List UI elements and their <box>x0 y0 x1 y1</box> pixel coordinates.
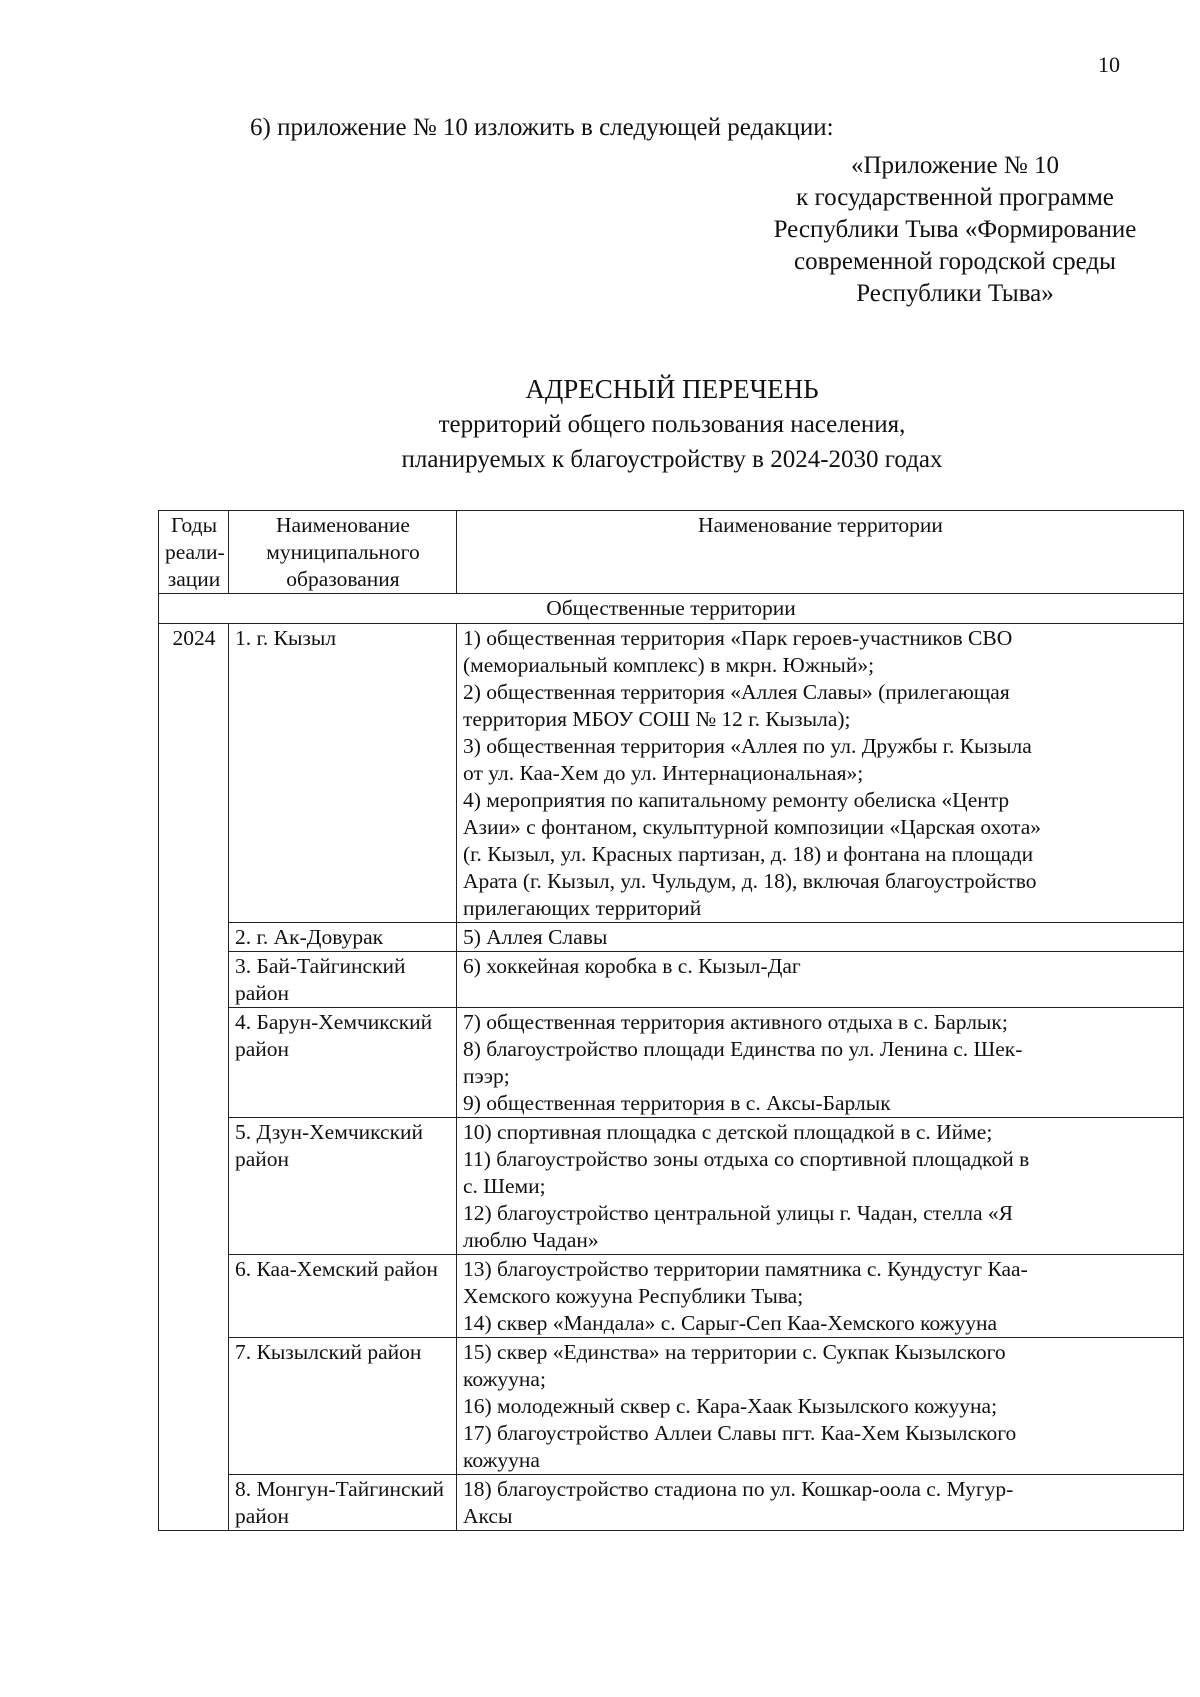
table-row <box>159 952 1184 1008</box>
territory-line: 18) благоустройство стадиона по ул. Кошкар-оола с. Мугур- <box>463 1477 1014 1501</box>
municipality-cell <box>229 1118 457 1255</box>
header-municipality-line: муниципального <box>266 540 420 564</box>
territory-line: 17) благоустройство Аллеи Славы пгт. Каа-Хем Кызылского <box>463 1421 1017 1445</box>
territory-line: кожууна <box>463 1448 540 1472</box>
territory-line: 6) хоккейная коробка в с. Кызыл-Даг <box>463 954 801 978</box>
territory-line: (мемориальный комплекс) в мкрн. Южный»; <box>463 653 875 677</box>
table-row <box>159 624 1184 923</box>
table-row <box>159 1475 1184 1531</box>
municipality-cell <box>229 1338 457 1475</box>
territory-cell <box>457 1338 1184 1475</box>
municipality-line: 1. г. Кызыл <box>235 626 337 650</box>
territory-line: территория МБОУ СОШ № 12 г. Кызыла); <box>463 707 851 731</box>
municipality-line: район <box>235 981 290 1005</box>
territory-line: Аксы <box>463 1504 513 1528</box>
territory-line: (г. Кызыл, ул. Красных партизан, д. 18) и фонтана на площади <box>463 842 1034 866</box>
appendix-line: Республики Тыва» <box>856 280 1054 307</box>
municipality-cell <box>229 952 457 1008</box>
municipality-line: район <box>235 1147 290 1171</box>
territory-line: 2) общественная территория «Аллея Славы» (прилегающая <box>463 680 1010 704</box>
municipality-line: 2. г. Ак-Довурак <box>235 925 384 949</box>
table-row <box>159 923 1184 952</box>
territory-line: от ул. Каа-Хем до ул. Интернациональная»; <box>463 761 864 785</box>
territory-line: 14) сквер «Мандала» с. Сарыг-Сеп Каа-Хемского кожууна <box>463 1311 998 1335</box>
territory-line: 9) общественная территория в с. Аксы-Барлык <box>463 1091 891 1115</box>
appendix-line: Республики Тыва «Формирование <box>773 216 1137 243</box>
territory-cell <box>457 624 1184 923</box>
territory-cell <box>457 1118 1184 1255</box>
territory-line: 13) благоустройство территории памятника с. Кундустуг Каа- <box>463 1257 1028 1281</box>
table-header-row <box>159 511 1184 594</box>
territory-line: Хемского кожууна Республики Тыва; <box>463 1284 804 1308</box>
table-row <box>159 1255 1184 1338</box>
appendix-heading <box>720 150 1190 310</box>
page-number: 10 <box>1098 52 1120 77</box>
territory-line: 11) благоустройство зоны отдыха со спортивной площадкой в <box>463 1147 1030 1171</box>
municipality-cell <box>229 1255 457 1338</box>
header-years <box>159 511 229 594</box>
territory-line: пээр; <box>463 1064 510 1088</box>
address-list-table <box>158 510 1184 1531</box>
territory-cell <box>457 1255 1184 1338</box>
municipality-cell <box>229 1008 457 1118</box>
territory-line: 8) благоустройство площади Единства по ул. Ленина с. Шек- <box>463 1037 1023 1061</box>
territory-line: люблю Чадан» <box>463 1228 599 1252</box>
appendix-line: к государственной программе <box>796 184 1114 211</box>
territory-cell <box>457 952 1184 1008</box>
municipality-line: 4. Барун-Хемчикский <box>235 1010 433 1034</box>
territory-line: кожууна; <box>463 1367 546 1391</box>
municipality-line: 3. Бай-Тайгинский <box>235 954 406 978</box>
municipality-line: район <box>235 1037 290 1061</box>
municipality-line: 7. Кызылский район <box>235 1340 422 1364</box>
table-row <box>159 1118 1184 1255</box>
territory-line: с. Шеми; <box>463 1174 546 1198</box>
territory-line: 4) мероприятия по капитальному ремонту обелиска «Центр <box>463 788 1010 812</box>
table-row <box>159 1008 1184 1118</box>
header-years-line: реали- <box>165 540 225 564</box>
header-territory: Наименование территории <box>457 511 1184 594</box>
document-title <box>160 372 1184 477</box>
territory-line: прилегающих территорий <box>463 896 702 920</box>
title-main: АДРЕСНЫЙ ПЕРЕЧЕНЬ <box>525 374 819 404</box>
territory-cell <box>457 1475 1184 1531</box>
section-row <box>159 594 1184 624</box>
amendment-intro: 6) приложение № 10 изложить в следующей редакции: <box>250 114 834 141</box>
territory-line: 1) общественная территория «Парк героев-участников СВО <box>463 626 1013 650</box>
header-municipality-line: образования <box>286 567 400 591</box>
municipality-line: 8. Монгун-Тайгинский <box>235 1477 445 1501</box>
section-title: Общественные территории <box>159 594 1184 624</box>
municipality-line: 6. Каа-Хемский район <box>235 1257 438 1281</box>
municipality-line: 5. Дзун-Хемчикский <box>235 1120 424 1144</box>
header-years-line: Годы <box>170 513 218 537</box>
territory-line: 7) общественная территория активного отдыха в с. Барлык; <box>463 1010 1008 1034</box>
appendix-line: «Приложение № 10 <box>850 152 1060 179</box>
territory-line: 3) общественная территория «Аллея по ул. Дружбы г. Кызыла <box>463 734 1032 758</box>
territory-line: 12) благоустройство центральной улицы г. Чадан, стелла «Я <box>463 1201 1014 1225</box>
header-municipality <box>229 511 457 594</box>
territory-line: 10) спортивная площадка с детской площадкой в с. Ийме; <box>463 1120 993 1144</box>
municipality-cell <box>229 624 457 923</box>
title-subline: планируемых к благоустройству в 2024-2030 годах <box>401 446 943 473</box>
territory-line: Арата (г. Кызыл, ул. Чульдум, д. 18), включая благоустройство <box>463 869 1037 893</box>
territory-line: Азии» с фонтаном, скульптурной композиции «Царская охота» <box>463 815 1041 839</box>
title-subline: территорий общего пользования населения, <box>438 411 906 438</box>
municipality-cell <box>229 923 457 952</box>
header-years-line: зации <box>167 567 221 591</box>
municipality-cell <box>229 1475 457 1531</box>
appendix-line: современной городской среды <box>794 248 1116 275</box>
header-municipality-line: Наименование <box>276 513 410 537</box>
territory-line: 16) молодежный сквер с. Кара-Хаак Кызылского кожууна; <box>463 1394 998 1418</box>
year-cell: 2024 <box>159 624 229 1531</box>
table-row <box>159 1338 1184 1475</box>
municipality-line: район <box>235 1504 290 1528</box>
territory-cell <box>457 1008 1184 1118</box>
territory-cell <box>457 923 1184 952</box>
territory-line: 5) Аллея Славы <box>463 925 608 949</box>
territory-line: 15) сквер «Единства» на территории с. Сукпак Кызылского <box>463 1340 1006 1364</box>
